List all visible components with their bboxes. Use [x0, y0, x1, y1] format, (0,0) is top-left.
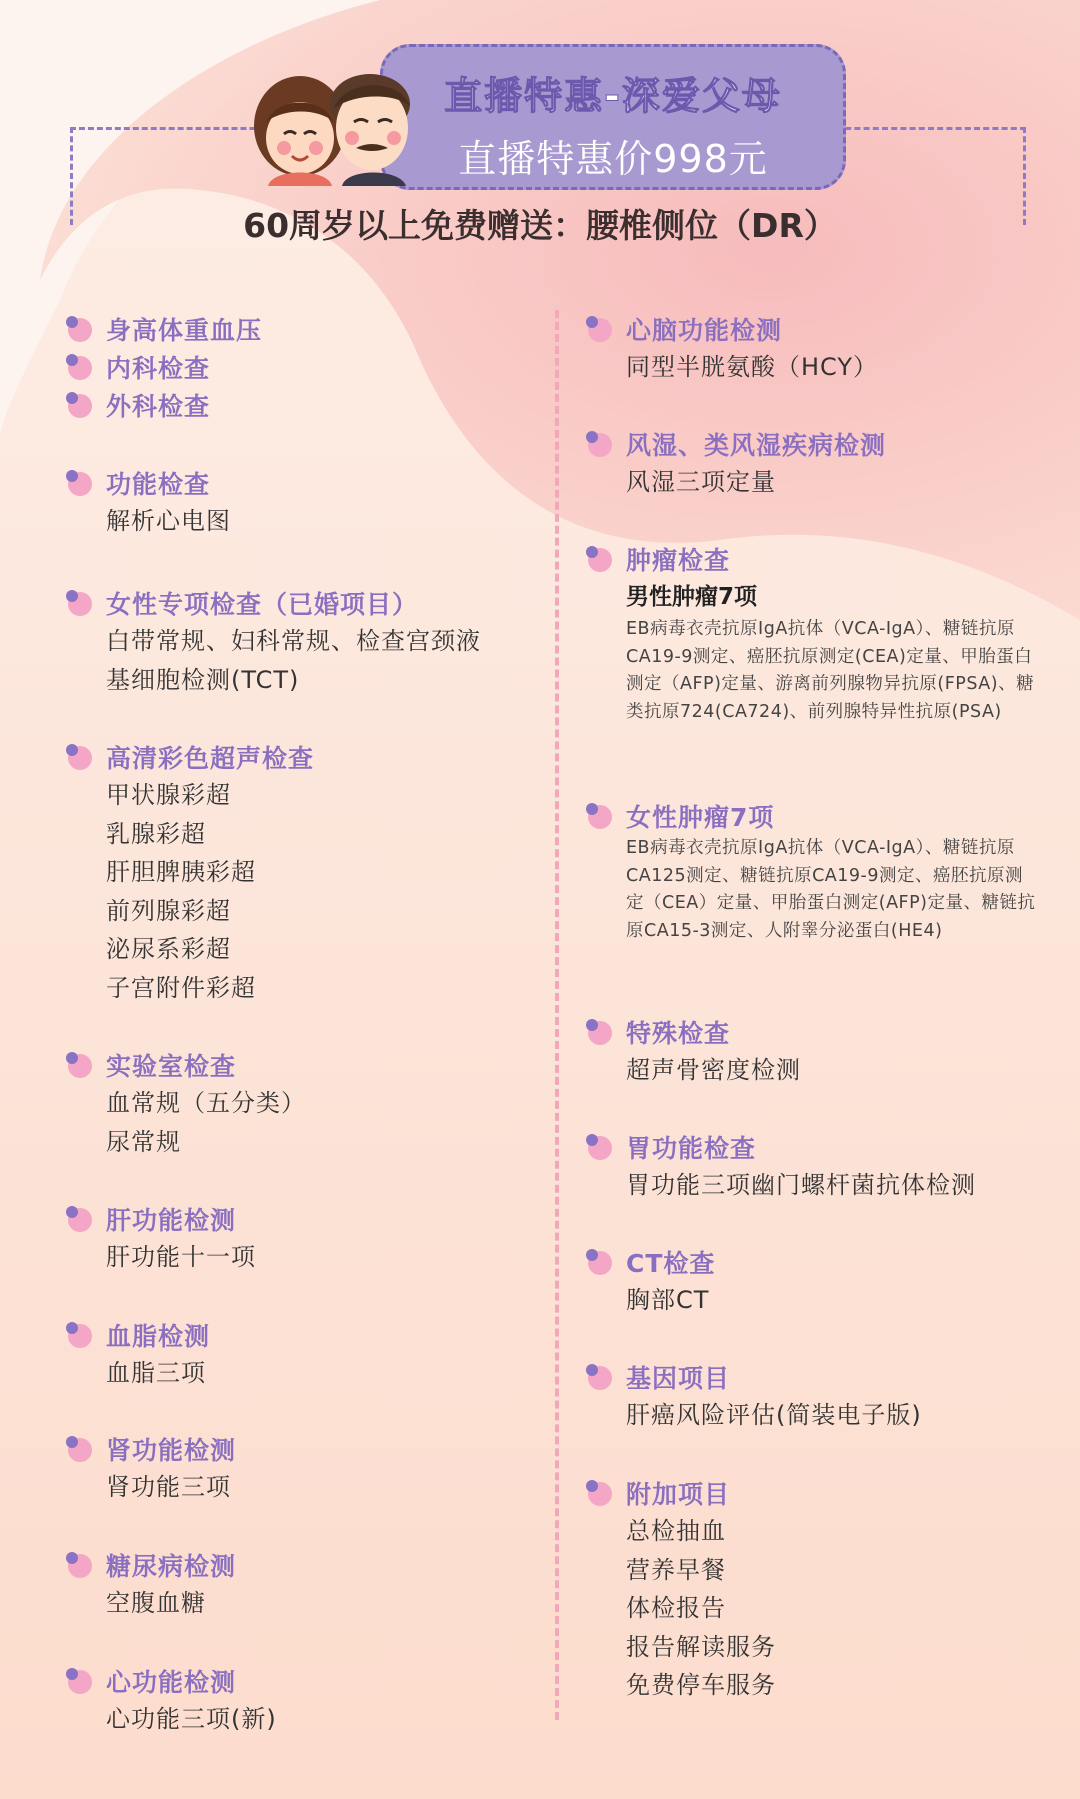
bullet-dot-icon [586, 803, 612, 829]
section-items [66, 1700, 526, 1739]
section-title: 肝功能检测 [106, 1206, 237, 1235]
section-header [586, 1358, 1046, 1396]
section-item: 同型半胱氨酸（HCY） [626, 353, 879, 381]
section-items [586, 1512, 1046, 1705]
banner-title: 直播特惠-深爱父母 [444, 74, 782, 118]
section-items [586, 1396, 1046, 1435]
section-header [586, 310, 1046, 348]
section-item: 心功能三项(新) [106, 1705, 277, 1733]
section [586, 425, 1046, 502]
section-title: 女性肿瘤7项 [626, 803, 775, 832]
section-title: 肾功能检测 [106, 1436, 237, 1465]
section [66, 310, 526, 348]
bullet-dot-icon [66, 1052, 92, 1078]
section [586, 1243, 1046, 1320]
section-header [66, 1430, 526, 1468]
section-header [66, 1316, 526, 1354]
bullet-dot-accent [66, 744, 78, 756]
section-detail: EB病毒衣壳抗原IgA抗体（VCA-IgA）、糖链抗原CA125测定、糖链抗原CA19-9测定、癌胚抗原测定（CEA）定量、甲胎蛋白测定(AFP)定量、糖链抗原CA15-3测定、人附睾分泌蛋白(HE4) [626, 838, 1036, 941]
bullet-dot-icon [586, 1480, 612, 1506]
section-item: 营养早餐 [626, 1555, 726, 1584]
section-items [586, 463, 1046, 502]
section-detail: EB病毒衣壳抗原IgA抗体（VCA-IgA）、糖链抗原CA19-9测定、癌胚抗原测定(CEA)定量、甲胎蛋白测定（AFP)定量、游离前列腺物异抗原(FPSA)、糖类抗原724(CA724)、前列腺特异性抗原(PSA) [626, 619, 1035, 722]
section-item: 乳腺彩超 [106, 819, 206, 848]
section-header [66, 584, 526, 622]
column-divider [555, 310, 559, 1720]
section [66, 464, 526, 541]
section-header [66, 348, 526, 386]
section-item: 血常规（五分类） [106, 1089, 306, 1117]
bullet-dot-accent [66, 1436, 78, 1448]
section-item: 报告解读服务 [626, 1632, 776, 1661]
section [586, 310, 1046, 387]
section-title: 基因项目 [626, 1364, 731, 1393]
bullet-dot-accent [586, 546, 598, 558]
section [586, 1013, 1046, 1090]
bullet-dot-accent [586, 1249, 598, 1261]
section-title: 附加项目 [626, 1480, 731, 1509]
bullet-dot-accent [66, 392, 78, 404]
section-item: 基细胞检测(TCT) [106, 665, 300, 694]
section-title: 肿瘤检查 [626, 546, 731, 575]
bullet-dot-icon [66, 354, 92, 380]
section-item: 甲状腺彩超 [106, 781, 231, 809]
section-title: 高清彩色超声检查 [106, 744, 315, 773]
free-gift-notice: 60周岁以上免费赠送：腰椎侧位（DR） [243, 206, 837, 245]
section-items [586, 348, 1046, 387]
section-items [66, 1238, 526, 1277]
section-header [66, 386, 526, 424]
section-item: 泌尿系彩超 [106, 935, 231, 963]
bullet-dot-accent [66, 470, 78, 482]
section-item: 体检报告 [626, 1594, 726, 1622]
bullet-dot-accent [586, 1364, 598, 1376]
bullet-dot-icon [66, 744, 92, 770]
section-title: 血脂检测 [106, 1322, 211, 1351]
section-header [66, 464, 526, 502]
bullet-dot-icon [66, 470, 92, 496]
bullet-dot-icon [586, 546, 612, 572]
section [586, 1128, 1046, 1205]
section-item: 超声骨密度检测 [626, 1056, 801, 1084]
section-header [586, 1243, 1046, 1281]
section-title: 外科检查 [106, 392, 211, 421]
bullet-dot-icon [66, 1552, 92, 1578]
bullet-dot-icon [66, 1436, 92, 1462]
bullet-dot-accent [66, 316, 78, 328]
bullet-dot-icon [66, 316, 92, 342]
section [66, 1430, 526, 1507]
section [66, 584, 526, 699]
promo-banner [380, 44, 846, 190]
elderly-couple-illustration [248, 56, 428, 186]
section-items [66, 1084, 526, 1161]
section-item: 血脂三项 [106, 1359, 206, 1387]
banner-price: 直播特惠价998元 [458, 137, 768, 181]
section-items [586, 1166, 1046, 1205]
bullet-dot-accent [66, 1206, 78, 1218]
section-items [66, 502, 526, 541]
section [66, 1316, 526, 1393]
section [66, 348, 526, 386]
section [586, 540, 1046, 726]
section-item: 胃功能三项幽门螺杆菌抗体检测 [626, 1171, 976, 1199]
section-header [586, 797, 1046, 835]
section-title: 风湿、类风湿疾病检测 [626, 431, 887, 460]
section-title: 女性专项检查（已婚项目） [106, 590, 419, 619]
section-header [66, 738, 526, 776]
bullet-dot-icon [586, 1019, 612, 1045]
bullet-dot-accent [66, 1052, 78, 1064]
section-item: 肝癌风险评估(简装电子版) [626, 1401, 922, 1429]
section-items [66, 776, 526, 1007]
section-item: 子宫附件彩超 [106, 973, 256, 1002]
section-title: CT检查 [626, 1249, 716, 1278]
section [586, 1474, 1046, 1705]
section-item: 尿常规 [106, 1127, 181, 1156]
section-item: 肝胆脾胰彩超 [106, 858, 256, 886]
section [66, 1200, 526, 1277]
section-title: 特殊检查 [626, 1019, 731, 1048]
section-header [66, 310, 526, 348]
section-header [586, 1013, 1046, 1051]
bullet-dot-icon [66, 1206, 92, 1232]
section-item: 前列腺彩超 [106, 896, 231, 925]
bullet-dot-accent [586, 803, 598, 815]
frame-line-right [836, 127, 1026, 130]
section-item: 空腹血糖 [106, 1589, 206, 1617]
section-item: 风湿三项定量 [626, 468, 776, 496]
bullet-dot-accent [586, 1134, 598, 1146]
section-header [586, 425, 1046, 463]
bullet-dot-icon [586, 1364, 612, 1390]
section-items [586, 1281, 1046, 1320]
section-header [586, 1128, 1046, 1166]
section-items [66, 1354, 526, 1393]
bullet-dot-icon [66, 392, 92, 418]
section-items [586, 1051, 1046, 1090]
bullet-dot-accent [66, 354, 78, 366]
bullet-dot-accent [586, 1480, 598, 1492]
section-item: 肝功能十一项 [106, 1243, 256, 1271]
section-items [66, 1584, 526, 1623]
section-header [586, 540, 1046, 578]
bullet-dot-accent [586, 316, 598, 328]
section-item: 肾功能三项 [106, 1473, 231, 1501]
bullet-dot-icon [586, 1134, 612, 1160]
bullet-dot-icon [66, 1322, 92, 1348]
bullet-dot-accent [66, 1668, 78, 1680]
section-header [66, 1662, 526, 1700]
bullet-dot-accent [66, 1552, 78, 1564]
section [66, 1662, 526, 1739]
section-header [66, 1046, 526, 1084]
section-title: 心功能检测 [106, 1668, 237, 1697]
section-item: 总检抽血 [626, 1517, 726, 1545]
section-item: 胸部CT [626, 1286, 710, 1314]
section [66, 1546, 526, 1623]
section-item: 免费停车服务 [626, 1671, 776, 1699]
bullet-dot-icon [586, 1249, 612, 1275]
section-header [586, 1474, 1046, 1512]
bullet-dot-accent [66, 1322, 78, 1334]
section-item: 解析心电图 [106, 507, 231, 535]
bullet-dot-icon [66, 590, 92, 616]
bullet-dot-accent [66, 590, 78, 602]
section-title: 胃功能检查 [626, 1134, 757, 1163]
section-title: 身高体重血压 [106, 316, 263, 345]
bullet-dot-accent [586, 1019, 598, 1031]
section-title: 糖尿病检测 [106, 1552, 237, 1581]
section [66, 1046, 526, 1161]
bullet-dot-icon [66, 1668, 92, 1694]
section-item: 白带常规、妇科常规、检查宫颈液 [106, 627, 481, 655]
section [586, 797, 1046, 945]
section [66, 386, 526, 424]
bullet-dot-icon [586, 316, 612, 342]
section-header [66, 1200, 526, 1238]
section-subtitle: 男性肿瘤7项 [626, 584, 758, 610]
section-title: 心脑功能检测 [626, 316, 783, 345]
section-title: 功能检查 [106, 470, 211, 499]
section [586, 1358, 1046, 1435]
section-header [66, 1546, 526, 1584]
section-items [66, 1468, 526, 1507]
bullet-dot-icon [586, 431, 612, 457]
section-title: 内科检查 [106, 354, 211, 383]
section-title: 实验室检查 [106, 1052, 237, 1081]
bullet-dot-accent [586, 431, 598, 443]
section [66, 738, 526, 1007]
section-items [66, 622, 526, 699]
section-items [586, 835, 1046, 945]
section-items [586, 578, 1046, 726]
